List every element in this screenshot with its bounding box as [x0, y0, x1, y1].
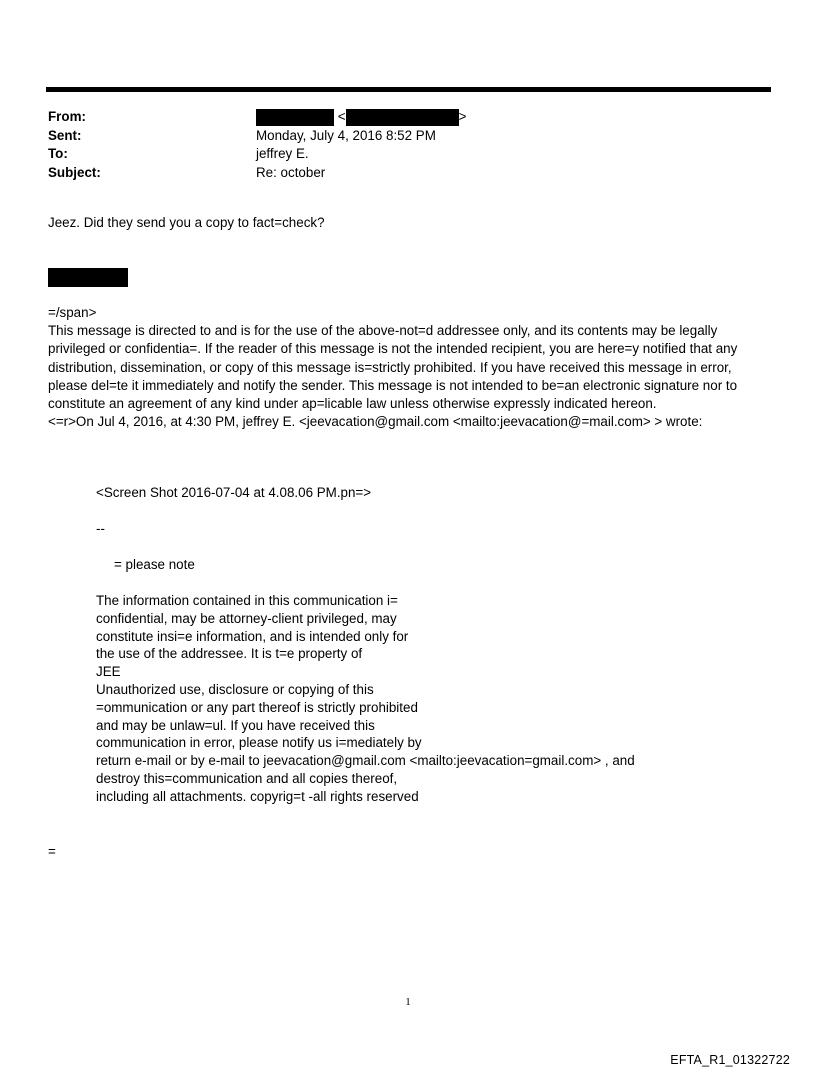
disclaimer-block	[48, 304, 737, 431]
reply-text: Jeez. Did they send you a copy to fact=check?	[48, 215, 325, 230]
from-label: From:	[48, 109, 86, 124]
notice-line: communication in error, please notify us i=mediately by	[96, 735, 422, 751]
bates-number: EFTA_R1_01322722	[670, 1053, 790, 1067]
notice-line: the use of the addressee. It is t=e property of	[96, 646, 363, 662]
notice-line: constitute insi=e information, and is intended only for	[96, 628, 409, 644]
from-value	[256, 108, 466, 127]
sent-label: Sent:	[48, 127, 82, 143]
redacted-sender-name	[256, 109, 334, 126]
notice-line: return e-mail or by e-mail to jeevacation@gmail.com <mailto:jeevacation=gmail.com> , and	[96, 753, 635, 769]
to-label: To:	[48, 146, 68, 161]
to-value: jeffrey E.	[256, 146, 309, 161]
notice-line: =ommunication or any part thereof is strictly prohibited	[96, 699, 418, 715]
notice-line: JEE	[96, 664, 121, 680]
disclaimer-line: This message is directed to and is for the use of the above-not=d addressee only, and its contents may be legally	[48, 323, 718, 339]
trailing-artifact: =	[48, 844, 56, 859]
page-number: 1	[405, 996, 411, 1008]
subject-label: Subject:	[48, 164, 101, 180]
span-artifact: =/span>	[48, 305, 97, 320]
from-lt: <	[337, 109, 346, 124]
quote-header: <=r>On Jul 4, 2016, at 4:30 PM, jeffrey E. <jeevacation@gmail.com <mailto:jeevacation@=mail.com> > wrote:	[48, 414, 703, 430]
disclaimer-line: please del=te it immediately and notify the sender. This message is not intended to be=an electronic signature nor to	[48, 377, 738, 393]
notice-line: The information contained in this communication i=	[96, 593, 398, 608]
header-rule	[46, 87, 771, 92]
signature-separator: --	[96, 521, 105, 536]
please-note: = please note	[114, 557, 195, 572]
redacted-sender-email	[346, 109, 459, 126]
redacted-signature	[48, 268, 128, 287]
attachment-name: <Screen Shot 2016-07-04 at 4.08.06 PM.pn=>	[96, 485, 372, 500]
from-gt: >	[458, 109, 467, 124]
notice-line: destroy this=communication and all copies thereof,	[96, 770, 398, 786]
notice-line: confidential, may be attorney-client privileged, may	[96, 610, 397, 626]
disclaimer-line: constitute an agreement of any kind under ap=licable law unless otherwise expressly indicated hereon.	[48, 396, 657, 412]
confidentiality-notice	[96, 592, 635, 806]
subject-value: Re: october	[256, 164, 326, 180]
notice-line: including all attachments. copyrig=t -all rights reserved	[96, 788, 419, 804]
disclaimer-line: privileged or confidentia=. If the reader of this message is not the intended recipient, you are here=y notified that any	[48, 341, 738, 357]
notice-line: and may be unlaw=ul. If you have received this	[96, 717, 375, 733]
notice-line: Unauthorized use, disclosure or copying of this	[96, 681, 374, 697]
disclaimer-line: distribution, dissemination, or copy of this message is=strictly prohibited. If you have received this message in error,	[48, 359, 732, 375]
sent-value: Monday, July 4, 2016 8:52 PM	[256, 127, 436, 143]
